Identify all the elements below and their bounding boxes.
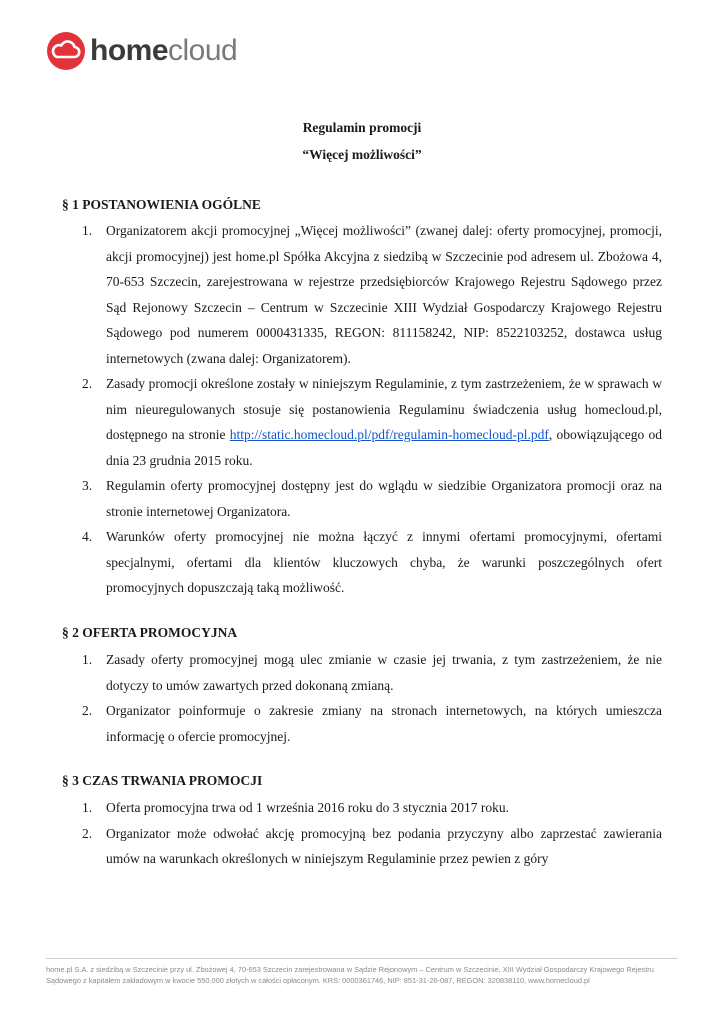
footer-line-2: Sądowego z kapitałem zakładowym w kwocie 550.000 złotych w całości opłaconym. KRS: 0000361746, NIP: 851-31-26-087, REGON: 320838110, www.homecloud.pl [46, 976, 590, 985]
item-text: Warunków oferty promocyjnej nie można łączyć z innymi ofertami promocyjnymi, ofertami specjalnymi, ofertami dla klientów kluczowych chyba, że warunki poszczególnych ofert promocyjnych dopuszczają taką możliwość. [106, 529, 662, 595]
section-heading-3: § 3 CZAS TRWANIA PROMOCJI [62, 773, 263, 788]
homecloud-logo [46, 30, 237, 72]
item-text: Organizator może odwołać akcję promocyjną bez podania przyczyny albo zaprzestać zawierania umów na warunkach określonych w niniejszym Regulaminie przez pewien z góry [106, 825, 662, 866]
regulations-link[interactable]: http://static.homecloud.pl/pdf/regulamin-homecloud-pl.pdf [229, 427, 549, 442]
list-item [62, 698, 662, 749]
section-1-list [62, 218, 662, 601]
item-number: 1. [82, 652, 93, 667]
item-text: , obowiązującego od dnia 23 grudnia 2015 roku. [106, 427, 662, 468]
item-number: 2. [82, 376, 93, 391]
list-item [62, 647, 662, 698]
logo-text-cloud: cloud [168, 34, 238, 67]
document-title: Regulamin promocji [302, 120, 422, 135]
page-footer [46, 964, 678, 986]
logo-wordmark [90, 31, 237, 71]
promotion-name: “Więcej możliwości” [302, 147, 422, 162]
list-item [62, 371, 662, 473]
item-text: Organizator poinformuje o zakresie zmiany na stronach internetowych, na których umieszcza informację o ofercie promocyjnej. [106, 703, 662, 744]
list-item [62, 795, 662, 821]
item-number: 4. [82, 529, 93, 544]
list-item [62, 218, 662, 371]
item-number: 1. [82, 800, 93, 815]
footer-divider [46, 958, 678, 959]
cloud-logo-icon [46, 31, 86, 71]
item-text: Organizatorem akcji promocyjnej „Więcej możliwości” (zwanej dalej: oferty promocyjnej, promocji, akcji promocyjnej) jest home.pl Spółka Akcyjna z siedzibą w Szczecinie pod adresem ul. Zbożowa 4, 70-653 Szczecin, zarejestrowana w rejestrze przedsiębiorców Krajowego Rejestru Sądowego przez Sąd Rejonowy Szczecin – Centrum w Szczecinie XIII Wydział Gospodarczy Krajowego Rejestru Sądowego pod numerem 0000431335, REGON: 811158242, NIP: 8522103252, dostawca usług internetowych (zwana dalej: Organizatorem). [106, 223, 662, 366]
item-text: Zasady oferty promocyjnej mogą ulec zmianie w czasie jej trwania, z tym zastrzeżeniem, że nie dotyczy to umów zawartych przed dokonaną zmianą. [106, 652, 662, 693]
list-item [62, 473, 662, 524]
section-3-list [62, 795, 662, 872]
item-text: Oferta promocyjna trwa od 1 września 2016 roku do 3 stycznia 2017 roku. [106, 800, 510, 815]
item-number: 2. [82, 825, 93, 841]
item-number: 1. [82, 223, 93, 238]
section-2-list [62, 647, 662, 749]
logo-text-home: home [90, 34, 169, 67]
item-number: 2. [82, 703, 93, 718]
item-text: Regulamin oferty promocyjnej dostępny jest do wglądu w siedzibie Organizatora promocji oraz na stronie internetowej Organizatora. [106, 478, 662, 519]
list-item [62, 524, 662, 601]
footer-line-1: home.pl S.A. z siedzibą w Szczecinie przy ul. Zbożowej 4, 70-653 Szczecin zarejestrowana w Sądzie Rejonowym – Centrum w Szczecinie, XIII Wydział Gospodarczy Krajowego Rejestru [46, 965, 654, 974]
item-text: Zasady promocji określone zostały w niniejszym Regulaminie, z tym zastrzeżeniem, że w sprawach w nim nieuregulowanych stosuje się postanowienia Regulaminu świadczenia usług homecloud.pl, dostępnego na stronie [106, 376, 662, 442]
item-number: 3. [82, 478, 93, 493]
list-item [62, 821, 662, 872]
section-heading-1: § 1 POSTANOWIENIA OGÓLNE [62, 197, 261, 212]
section-heading-2: § 2 OFERTA PROMOCYJNA [62, 625, 238, 640]
